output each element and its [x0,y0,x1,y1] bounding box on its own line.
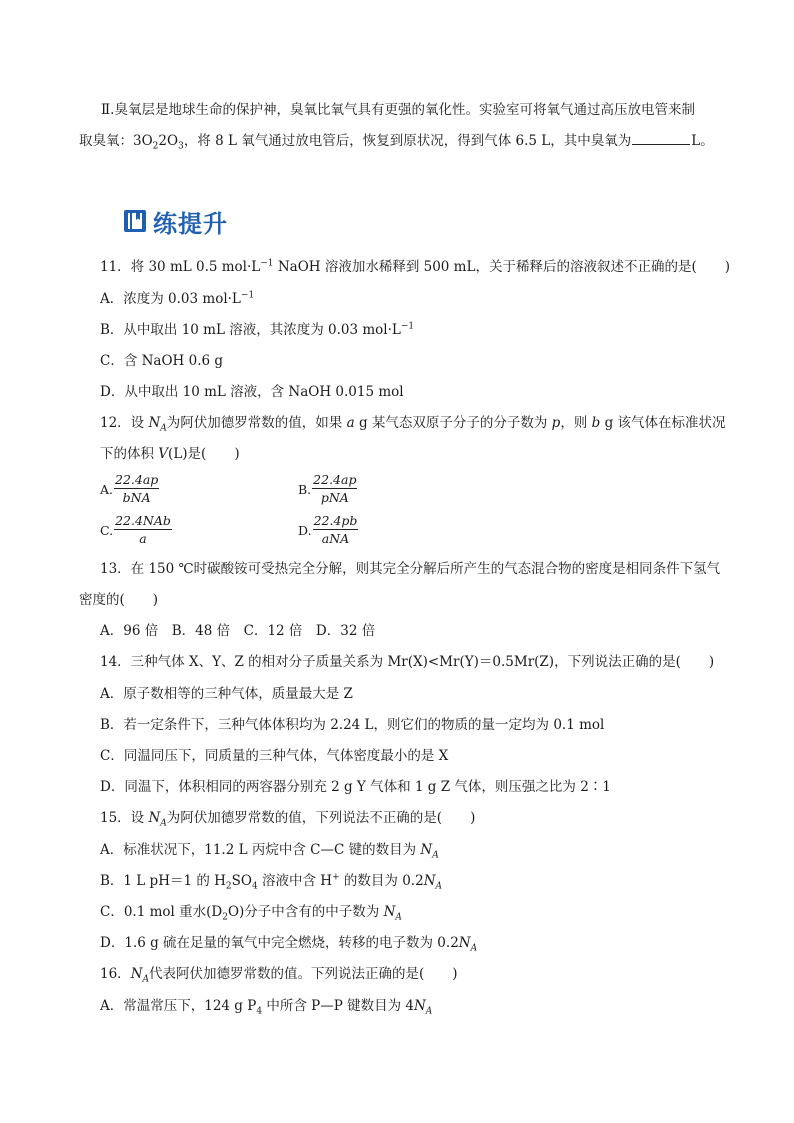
q15-option-d: D．1.6 g 硫在足量的氧气中完全燃烧，转移的电子数为 $0.2N_A$ [100,935,478,954]
q11-option-a: A．浓度为 0.03 $mol\cdot L^{-1}$ [100,290,255,307]
q13-options: A．96 倍 B．48 倍 C．12 倍 D．32 倍 [100,623,376,639]
q11-stem: 11．将 30 mL 0.5 $mol\cdot L^{-1}$ NaOH 溶液加水稀释到 500 mL，关于稀释后的溶液叙述不正确的是( ) [100,258,730,275]
q16-stem: 16．$N_A$代表阿伏加德罗常数的值。下列说法正确的是( ) [100,966,458,985]
q12-option-a: A. $\frac{22.4ap}{\text{bNA}}$ [100,472,159,505]
q12-stem-line-2: 下的体积 V(L)是( ) [100,446,240,462]
answer-blank[interactable] [632,132,690,145]
intro-line-2: 取臭氧：$3O_22O_3$，将 8 L 氧气通过放电管后，恢复到原状况，得到气体 6.5 L，其中臭氧为 L。 [79,133,714,152]
q14-stem: 14．三种气体 X、Y、Z 的相对分子质量关系为 Mr(X)<Mr(Y)＝0.5Mr(Z)，下列说法正确的是( ) [100,654,715,670]
q12-option-b: B. $\frac{22.4ap}{\text{pNA}}$ [298,472,357,505]
q12-stem-line-1: 12．设 $N_A$为阿伏加德罗常数的值，如果 a g 某气态双原子分子的分子数为 p，则 b g 该气体在标准状况 [100,415,726,434]
intro-line-1: Ⅱ.臭氧层是地球生命的保护神，臭氧比氧气具有更强的氧化性。实验室可将氧气通过高压放电管来制 [101,102,695,118]
q16-option-a: A．常温常压下，124 g $P_4$ 中所含 P—P 键数目为 $4N_A$ [100,998,433,1017]
q11-option-d: D．从中取出 10 mL 溶液，含 NaOH 0.015 mol [100,384,404,400]
section-heading [123,204,228,238]
q14-option-d: D．同温下，体积相同的两容器分别充 2 g Y 气体和 1 g Z 气体，则压强之比为 2∶1 [100,779,611,795]
q15-option-b: B．1 L pH＝1 的 $H_2SO_4$ 溶液中含 H+ 的数目为 $0.2N_A$ [100,872,442,892]
q15-option-a: A．标准状况下，11.2 L 丙烷中含 C—C 键的数目为 $N_A$ [100,842,439,861]
q13-stem-line-1: 13．在 150 ℃时碳酸铵可受热完全分解，则其完全分解后所产生的气态混合物的密度是相同条件下氢气 [100,561,721,577]
book-icon [123,209,147,233]
q14-option-c: C．同温同压下，同质量的三种气体，气体密度最小的是 X [100,748,449,764]
section-title: 练提升 [153,209,228,238]
q13-stem-line-2: 密度的( ) [79,592,159,608]
q15-option-c: C．0.1 mol 重水$(D_2O)$分子中含有的中子数为 $N_A$ [100,904,402,923]
q14-option-a: A．原子数相等的三种气体，质量最大是 Z [100,686,353,702]
q11-option-c: C．含 NaOH 0.6 g [100,353,224,369]
q12-option-c: C. $\frac{\text{22.4NAb}}{a}$ [100,513,171,546]
q15-stem: 15．设 $N_A$为阿伏加德罗常数的值，下列说法不正确的是( ) [100,810,476,829]
q14-option-b: B．若一定条件下，三种气体体积均为 2.24 L，则它们的物质的量一定均为 0.1 mol [100,717,605,733]
q11-option-b: B．从中取出 10 mL 溶液，其浓度为 0.03 $mol\cdot L^{-1}$ [100,321,415,338]
q12-option-d: D. $\frac{22.4pb}{\text{aNA}}$ [298,513,358,546]
